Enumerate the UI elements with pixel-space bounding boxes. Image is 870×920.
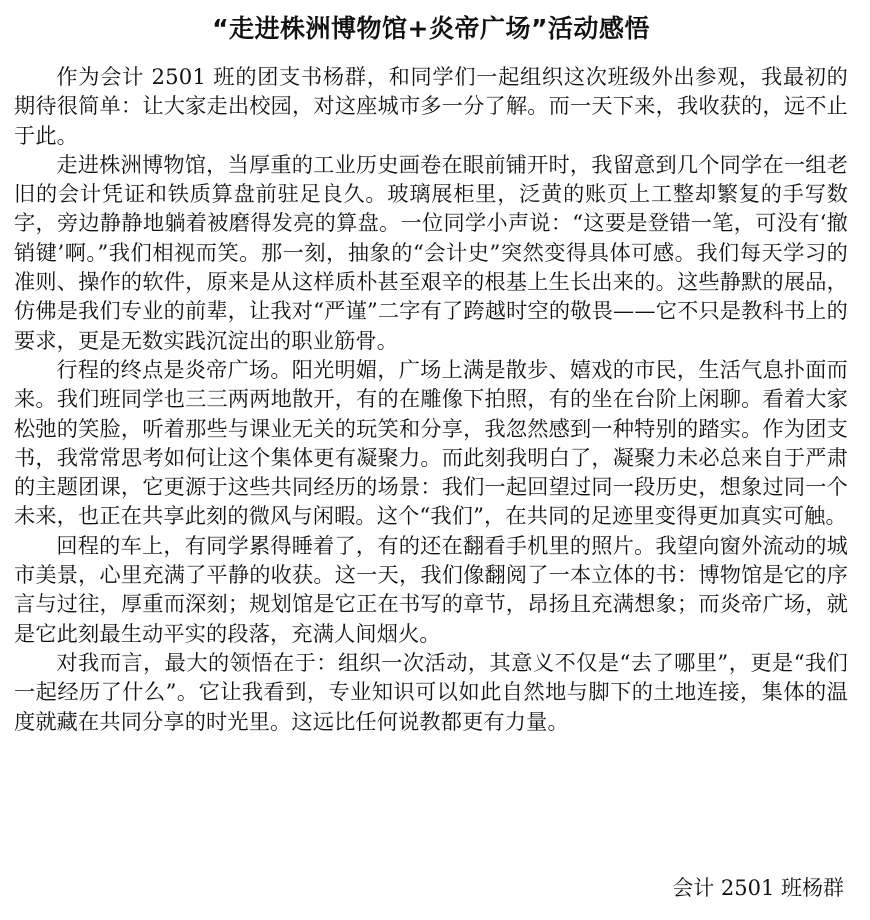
author-signature: 会计 2501 班杨群	[672, 876, 844, 900]
paragraph-yandi-square: 行程的终点是炎帝广场。阳光明媚，广场上满是散步、嬉戏的市民，生活气息扑面而来。我们班同学也三三两两地散开，有的在雕像下拍照，有的坐在台阶上闲聊。看着大家松弛的笑脸，听着那些与课业无关的玩笑和分享，我忽然感到一种特别的踏实。作为团支书，我常常思考如何让这个集体更有凝聚力。而此刻我明白了，凝聚力未必总来自于严肃的主题团课，它更源于这些共同经历的场景：我们一起回望过同一段历史，想象过同一个未来，也正在共享此刻的微风与闲暇。这个“我们”，在共同的足迹里变得更加真实可触。	[14, 356, 848, 529]
paragraph-conclusion: 对我而言，最大的领悟在于：组织一次活动，其意义不仅是“去了哪里”，更是“我们一起经历了什么”。它让我看到，专业知识可以如此自然地与脚下的土地连接，集体的温度就藏在共同分享的时光里。这远比任何说教都更有力量。	[14, 649, 848, 734]
paragraph-intro: 作为会计 2501 班的团支书杨群，和同学们一起组织这次班级外出参观，我最初的期待很简单：让大家走出校园，对这座城市多一分了解。而一天下来，我收获的，远不止于此。	[14, 64, 848, 148]
paragraph-return-trip: 回程的车上，有同学累得睡着了，有的还在翻看手机里的照片。我望向窗外流动的城市美景，心里充满了平静的收获。这一天，我们像翻阅了一本立体的书：博物馆是它的序言与过往，厚重而深刻；规划馆是它正在书写的章节，昂扬且充满想象；而炎帝广场，就是它此刻最生动平实的段落，充满人间烟火。	[14, 532, 848, 646]
document-title: “走进株洲博物馆+炎帝广场”活动感悟	[212, 14, 650, 43]
document-body	[14, 62, 848, 736]
paragraph-museum: 走进株洲博物馆，当厚重的工业历史画卷在眼前铺开时，我留意到几个同学在一组老旧的会计凭证和铁质算盘前驻足良久。玻璃展柜里，泛黄的账页上工整却繁复的手写数字，旁边静静地躺着被磨得发亮的算盘。一位同学小声说：“这要是登错一笔，可没有‘撤销键’啊。”我们相视而笑。那一刻，抽象的“会计史”突然变得具体可感。我们每天学习的准则、操作的软件，原来是从这样质朴甚至艰辛的根基上生长出来的。这些静默的展品，仿佛是我们专业的前辈，让我对“严谨”二字有了跨越时空的敬畏——它不只是教科书上的要求，更是无数实践沉淀出的职业筋骨。	[14, 151, 848, 353]
